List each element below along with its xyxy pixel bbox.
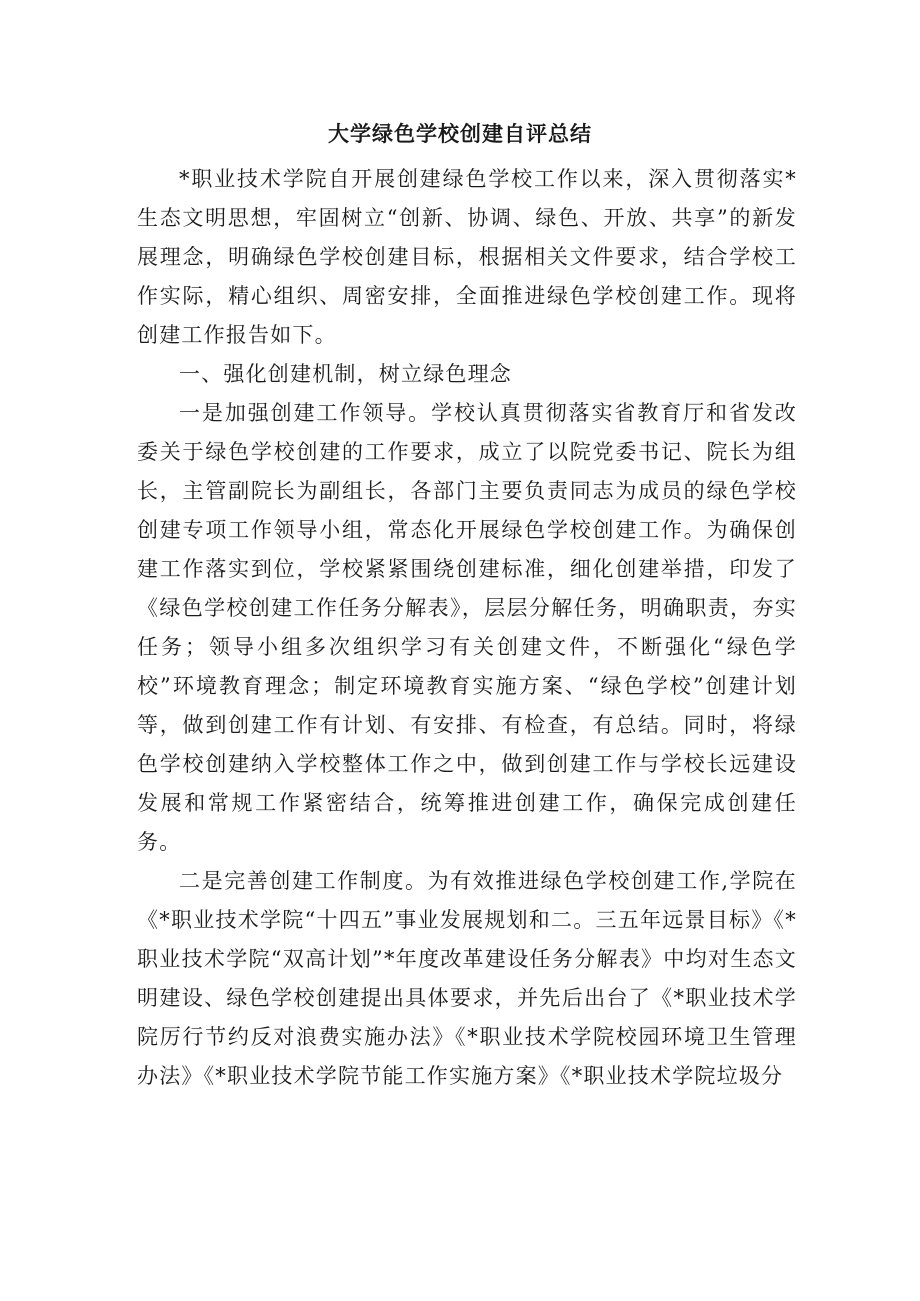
body-paragraph-2: 二是完善创建工作制度。为有效推进绿色学校创建工作,学院在《*职业技术学院“十四五”事业发展规划和二。三五年远景目标》《*职业技术学院“双高计划”*年度改革建设任务分解表》中均对生态文明建设、绿色学校创建提出具体要求，并先后出台了《*职业技术学院厉行节约反对浪费实施办法》《*职业技术学院校园环境卫生管理办法》《*职业技术学院节能工作实施方案》《*职业技术学院垃圾分	[137, 869, 797, 1088]
document-body	[137, 160, 797, 1096]
body-paragraph-1: 一是加强创建工作领导。学校认真贯彻落实省教育厅和省发改委关于绿色学校创建的工作要求，成立了以院党委书记、院长为组长，主管副院长为副组长，各部门主要负责同志为成员的绿色学校创建专项工作领导小组，常态化开展绿色学校创建工作。为确保创建工作落实到位，学校紧紧围绕创建标准，细化创建举措，印发了《绿色学校创建工作任务分解表》，层层分解任务，明确职责，夯实任务；领导小组多次组织学习有关创建文件，不断强化“绿色学校”环境教育理念；制定环境教育实施方案、“绿色学校”创建计划等，做到创建工作有计划、有安排、有检查，有总结。同时，将绿色学校创建纳入学校整体工作之中，做到创建工作与学校长远建设发展和常规工作紧密结合，统筹推进创建工作，确保完成创建任务。	[137, 401, 797, 854]
section-heading-1: 一、强化创建机制，树立绿色理念	[179, 362, 512, 386]
document-title: 大学绿色学校创建自评总结	[328, 122, 592, 146]
intro-paragraph: *职业技术学院自开展创建绿色学校工作以来，深入贯彻落实*生态文明思想，牢固树立“创新、协调、绿色、开放、共享”的新发展理念，明确绿色学校创建目标，根据相关文件要求，结合学校工作实际，精心组织、周密安排，全面推进绿色学校创建工作。现将创建工作报告如下。	[137, 167, 797, 347]
